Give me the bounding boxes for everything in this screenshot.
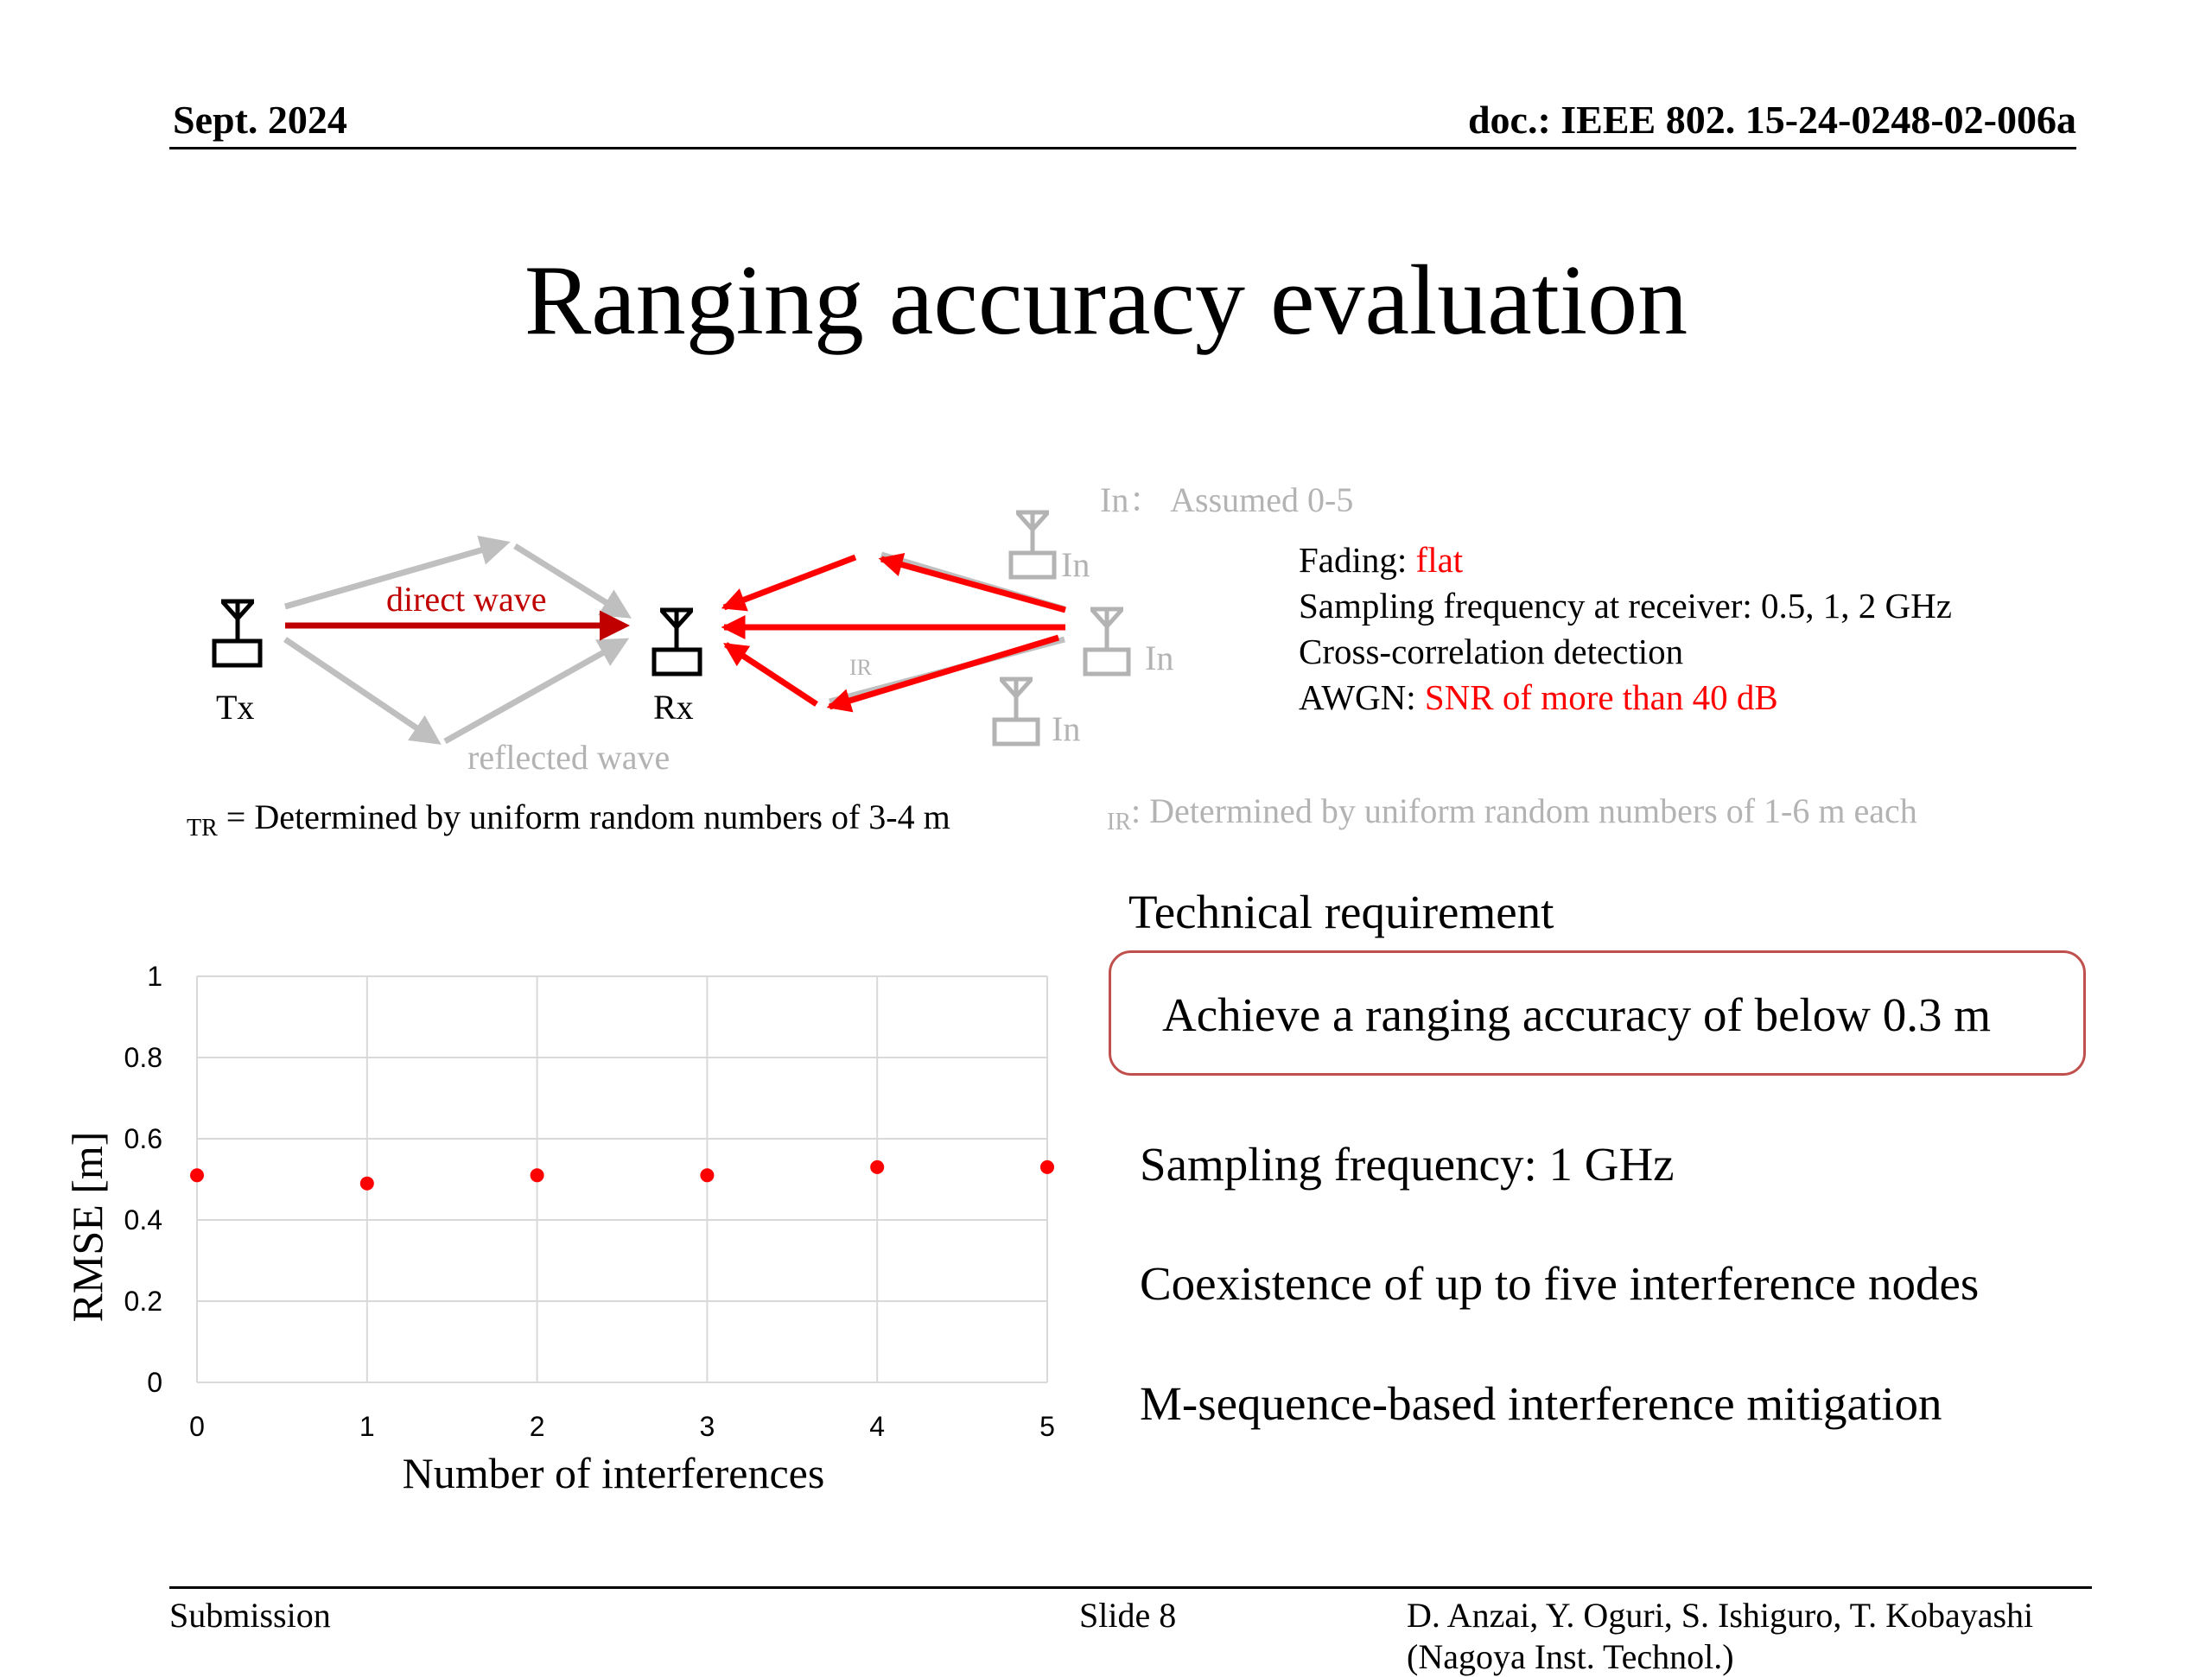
data-series	[190, 1160, 1054, 1191]
awgn-param-label: AWGN:	[1299, 677, 1425, 717]
awgn-param-value: SNR of more than 40 dB	[1424, 677, 1778, 717]
data-point	[700, 1168, 714, 1182]
y-tick-label: 0.6	[124, 1123, 162, 1154]
footer-submission: Submission	[169, 1596, 331, 1635]
interferer-antenna-icon	[1085, 609, 1128, 674]
interferer-antenna-icon	[1011, 512, 1054, 577]
requirement-item: M-sequence-based interference mitigation	[1140, 1377, 1942, 1430]
x-tick-label: 5	[1039, 1411, 1055, 1442]
tx-label: Tx	[216, 688, 255, 727]
footer-rule	[169, 1586, 2092, 1589]
interferer-antenna-icon	[995, 679, 1038, 744]
fading-param-value: flat	[1415, 540, 1464, 580]
data-point	[870, 1160, 884, 1174]
detection-param: Cross-correlation detection	[1299, 632, 1684, 671]
x-axis-ticks	[189, 1411, 1055, 1442]
interferer-label: In	[1052, 709, 1081, 748]
requirement-item: Sampling frequency: 1 GHz	[1140, 1138, 1675, 1191]
x-tick-label: 0	[189, 1411, 205, 1442]
reflected-path	[285, 543, 626, 741]
y-tick-label: 0.8	[124, 1042, 162, 1073]
rx-label: Rx	[653, 688, 694, 727]
chart-grid	[197, 976, 1047, 1382]
ir-definition	[1107, 791, 1917, 836]
y-axis-label: RMSE [m]	[63, 1131, 111, 1323]
reflected-wave-label: reflected wave	[467, 738, 671, 777]
tr-definition	[187, 797, 950, 842]
interferer-label: In	[1061, 545, 1090, 584]
data-point	[531, 1168, 544, 1182]
y-tick-label: 0.4	[124, 1204, 162, 1236]
slide-title: Ranging accuracy evaluation	[524, 245, 1688, 356]
interferer-label: In	[1145, 638, 1174, 677]
data-point	[190, 1168, 204, 1182]
awgn-param	[1299, 675, 1952, 721]
y-tick-label: 1	[147, 961, 162, 992]
x-axis-label: Number of interferences	[402, 1449, 825, 1497]
requirement-box-text: Achieve a ranging accuracy of below 0.3 m	[1162, 988, 1992, 1041]
y-tick-label: 0.2	[124, 1286, 162, 1317]
footer-authors: D. Anzai, Y. Oguri, S. Ishiguro, T. Kobayashi	[1407, 1596, 2034, 1635]
fading-param-label: Fading:	[1299, 540, 1416, 580]
rmse-chart	[0, 933, 1097, 1521]
ir-label: IR	[849, 655, 872, 680]
tx-antenna-icon	[214, 601, 260, 665]
y-axis-ticks	[124, 961, 162, 1398]
x-tick-label: 3	[699, 1411, 715, 1442]
data-point	[1040, 1160, 1054, 1174]
x-tick-label: 4	[869, 1411, 886, 1442]
x-tick-label: 1	[359, 1411, 375, 1442]
ir-subscript: IR	[1107, 809, 1131, 835]
slide-number: Slide 8	[1079, 1596, 1177, 1635]
requirement-heading: Technical requirement	[1128, 886, 1554, 938]
sampling-param: Sampling frequency at receiver: 0.5, 1, 2 GHz	[1299, 586, 1952, 626]
x-tick-label: 2	[529, 1411, 545, 1442]
ir-definition-text: : Determined by uniform random numbers of 1-6 m each	[1131, 791, 1917, 830]
interferer-count-label: In： Assumed 0-5	[1100, 480, 1354, 519]
footer-affiliation: (Nagoya Inst. Technol.)	[1407, 1637, 1734, 1676]
tr-subscript: TR	[187, 815, 218, 842]
y-tick-label: 0	[147, 1367, 162, 1398]
fading-param	[1299, 537, 1952, 583]
param-list	[1299, 537, 1952, 721]
direct-wave-label: direct wave	[386, 580, 547, 619]
data-point	[360, 1177, 374, 1191]
header-doc-id: doc.: IEEE 802. 15-24-0248-02-006a	[1467, 98, 2076, 142]
tr-definition-text: = Determined by uniform random numbers of 3-4 m	[217, 797, 950, 836]
rx-antenna-icon	[654, 610, 700, 674]
requirement-item: Coexistence of up to five interference nodes	[1140, 1257, 1980, 1310]
header-date: Sept. 2024	[173, 98, 347, 142]
